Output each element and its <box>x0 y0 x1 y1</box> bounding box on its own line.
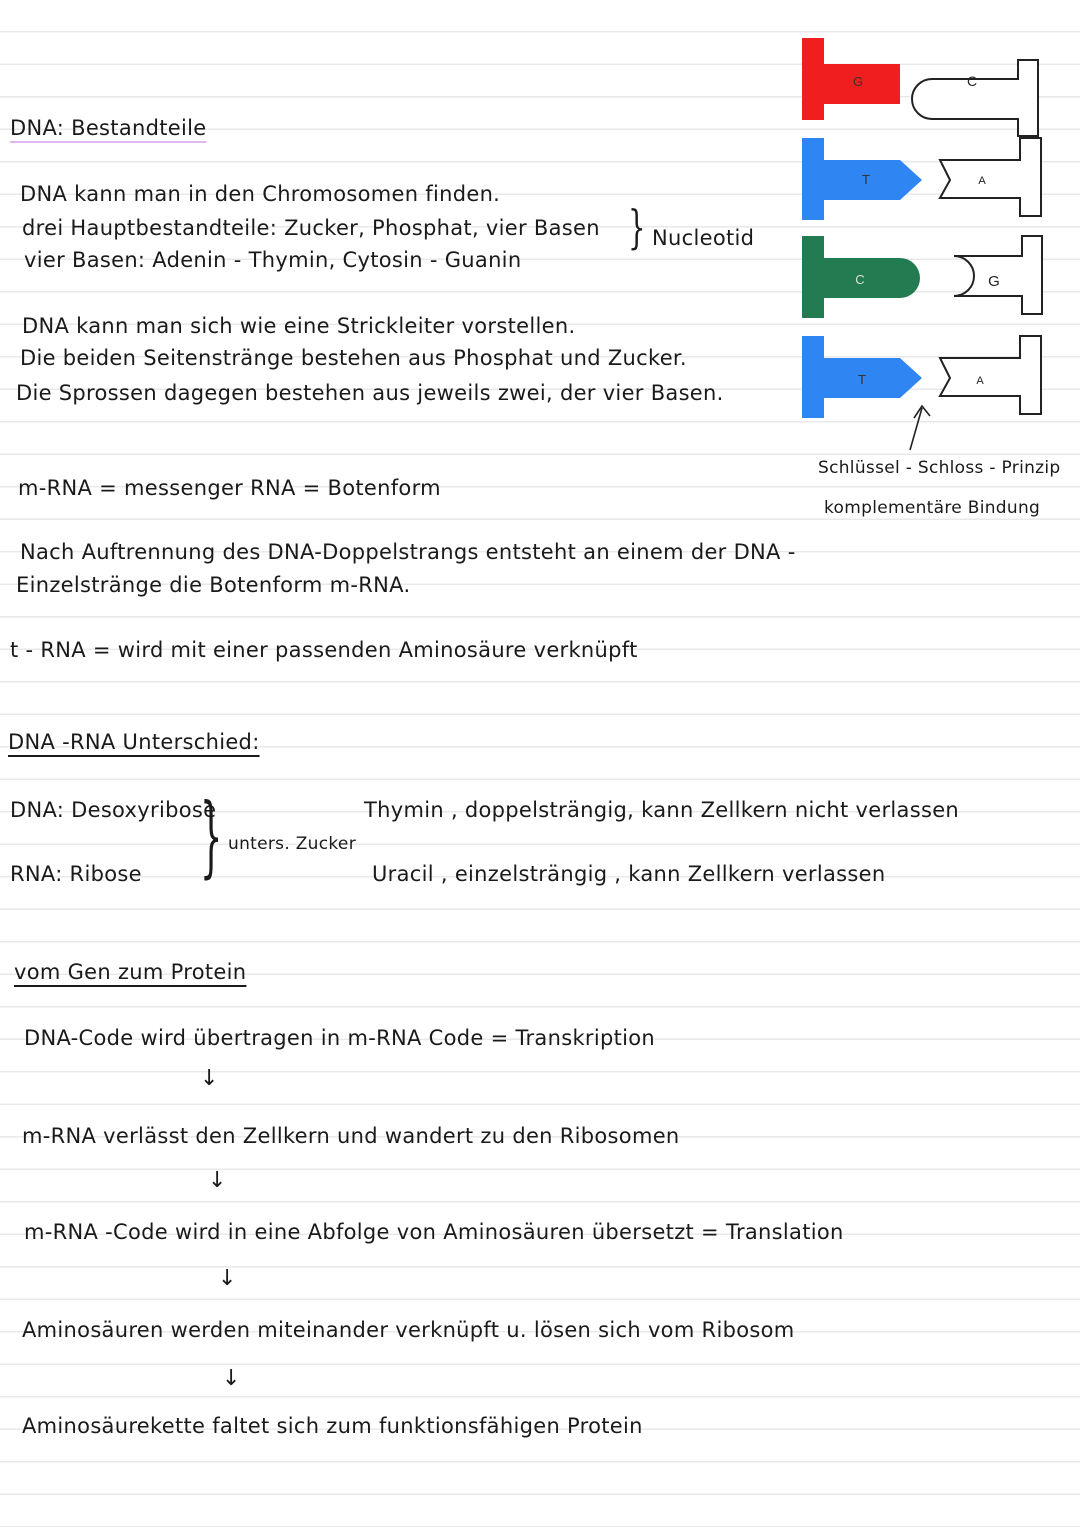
mrna-text-line1: Nach Auftrennung des DNA-Doppelstrangs entsteht an einem der DNA - <box>20 540 796 564</box>
dna-line-ladder: DNA kann man sich wie eine Strickleiter vorstellen. <box>22 314 576 338</box>
base-c2-letter: C <box>855 272 865 287</box>
difference-heading: DNA -RNA Unterschied: <box>8 730 260 754</box>
base-a2-letter: A <box>976 375 984 387</box>
dna-sugar-label: DNA: Desoxyribose <box>10 798 217 822</box>
step-arrow-icon: ↓ <box>222 1366 241 1391</box>
step-mrna-leaves: m-RNA verlässt den Zellkern und wandert zu den Ribosomen <box>22 1124 680 1148</box>
base-pair-t-a-1 <box>802 138 1041 220</box>
step-arrow-icon: ↓ <box>200 1066 219 1091</box>
pointer-arrow-icon <box>910 406 930 450</box>
sugar-brace-label: unters. Zucker <box>228 834 356 854</box>
rna-sugar-label: RNA: Ribose <box>10 862 142 886</box>
step-transcription: DNA-Code wird übertragen in m-RNA Code = Transkription <box>24 1026 656 1050</box>
base-pair-c-g <box>802 236 1042 318</box>
base-t2-letter: T <box>858 372 866 387</box>
dna-line-bases: vier Basen: Adenin - Thymin, Cytosin - Guanin <box>24 248 522 272</box>
step-arrow-icon: ↓ <box>208 1168 227 1193</box>
dna-properties: Thymin , doppelsträngig, kann Zellkern nicht verlassen <box>364 798 960 822</box>
step-translation: m-RNA -Code wird in eine Abfolge von Aminosäuren übersetzt = Translation <box>24 1220 844 1244</box>
dna-line-components: drei Hauptbestandteile: Zucker, Phosphat, vier Basen <box>22 216 600 240</box>
nucleotide-c-outline <box>912 60 1038 136</box>
sugar-brace: } <box>200 784 223 887</box>
step-amino-link: Aminosäuren werden miteinander verknüpft u. lösen sich vom Ribosom <box>22 1318 795 1342</box>
base-c-letter: C <box>966 73 978 89</box>
mrna-text-line2: Einzelstränge die Botenform m-RNA. <box>16 573 411 597</box>
dna-heading: DNA: Bestandteile <box>10 116 207 140</box>
step-arrow-icon: ↓ <box>218 1266 237 1291</box>
base-pair-g-c <box>802 38 1038 136</box>
step-protein-fold: Aminosäurekette faltet sich zum funktionsfähigen Protein <box>22 1414 643 1438</box>
dna-line-rungs: Die Sprossen dagegen bestehen aus jeweils zwei, der vier Basen. <box>16 381 724 405</box>
nucleotide-a2-outline <box>940 336 1041 414</box>
nucleotide-label: Nucleotid <box>652 226 755 250</box>
base-pair-diagram <box>790 30 1080 530</box>
rna-properties: Uracil , einzelsträngig , kann Zellkern verlassen <box>372 862 886 886</box>
base-g-letter: G <box>852 74 864 89</box>
dna-line-chromosomes: DNA kann man in den Chromosomen finden. <box>20 182 501 206</box>
base-a-letter: A <box>978 175 986 187</box>
key-lock-caption: Schlüssel - Schloss - Prinzip <box>818 458 1061 478</box>
nucleotide-brace: } <box>628 200 646 254</box>
nucleotide-g-red <box>802 38 900 120</box>
mrna-definition: m-RNA = messenger RNA = Botenform <box>18 476 441 500</box>
nucleotide-a-outline <box>940 138 1041 216</box>
base-g2-letter: G <box>988 273 1000 290</box>
trna-definition: t - RNA = wird mit einer passenden Aminosäure verknüpft <box>10 638 638 662</box>
base-t-letter: T <box>862 172 870 187</box>
protein-heading: vom Gen zum Protein <box>14 960 247 984</box>
dna-line-strands: Die beiden Seitenstränge bestehen aus Phosphat und Zucker. <box>20 346 687 370</box>
complementary-caption: komplementäre Bindung <box>824 498 1041 518</box>
